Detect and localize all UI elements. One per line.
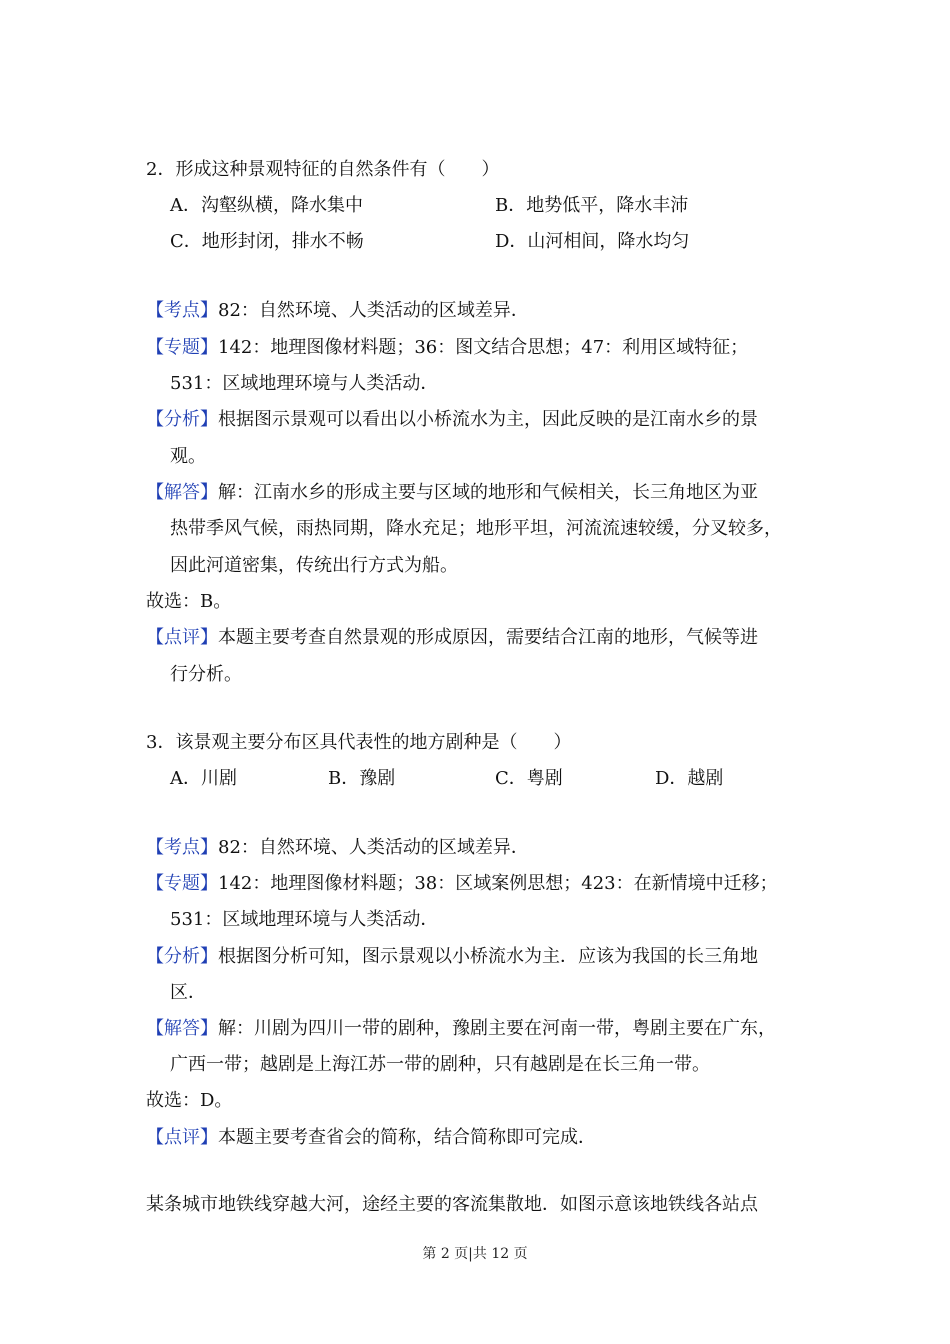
zhuanti-tag: 【专题】 — [146, 337, 218, 358]
q2-jieda-cont-1: 热带季风气候，雨热同期，降水充足；地形平坦，河流流速较缓，分叉较多， — [170, 518, 782, 539]
jieda-text: 解：川剧为四川一带的剧种，豫剧主要在河南一带，粤剧主要在广东， — [218, 1018, 776, 1039]
q3-option-a: A．川剧 — [170, 768, 237, 789]
q3-answer: 故选：D。 — [146, 1090, 233, 1111]
q2-jieda-cont-2: 因此河道密集，传统出行方式为船。 — [170, 555, 458, 576]
q2-option-c: C．地形封闭，排水不畅 — [170, 231, 364, 252]
q3-kaodian — [146, 837, 529, 859]
q3-option-b: B．豫剧 — [328, 768, 396, 789]
dianping-text: 本题主要考查省会的简称，结合简称即可完成． — [218, 1127, 596, 1148]
zhuanti-tag: 【专题】 — [146, 873, 218, 894]
q2-option-b: B．地势低平，降水丰沛 — [495, 195, 689, 216]
q2-zhuanti-cont: 531：区域地理环境与人类活动． — [170, 373, 439, 394]
q2-answer: 故选：B。 — [146, 591, 232, 612]
q3-zhuanti — [146, 873, 778, 895]
dianping-tag: 【点评】 — [146, 627, 218, 648]
kaodian-tag: 【考点】 — [146, 837, 218, 858]
q3-option-d: D．越剧 — [655, 768, 724, 789]
q2-dianping-cont: 行分析。 — [170, 664, 242, 685]
q3-jieda — [146, 1018, 776, 1040]
dianping-text: 本题主要考查自然景观的形成原因，需要结合江南的地形，气候等进 — [218, 627, 758, 648]
jieda-text: 解：江南水乡的形成主要与区域的地形和气候相关，长三角地区为亚 — [218, 482, 758, 503]
q3-fenxi-cont: 区． — [170, 982, 206, 1003]
q3-option-c: C．粤剧 — [495, 768, 563, 789]
kaodian-text: 82：自然环境、人类活动的区域差异． — [218, 837, 529, 858]
q2-fenxi-cont: 观。 — [170, 446, 206, 467]
q2-dianping — [146, 627, 758, 649]
fenxi-text: 根据图分析可知，图示景观以小桥流水为主．应该为我国的长三角地 — [218, 946, 758, 967]
q2-jieda — [146, 482, 758, 504]
q2-option-a: A．沟壑纵横，降水集中 — [170, 195, 363, 216]
fenxi-text: 根据图示景观可以看出以小桥流水为主，因此反映的是江南水乡的景 — [218, 409, 758, 430]
q3-jieda-cont: 广西一带；越剧是上海江苏一带的剧种，只有越剧是在长三角一带。 — [170, 1054, 710, 1075]
q2-kaodian — [146, 300, 529, 322]
next-material-intro: 某条城市地铁线穿越大河，途经主要的客流集散地．如图示意该地铁线各站点 — [146, 1194, 758, 1215]
question-3-stem: 3．该景观主要分布区具代表性的地方剧种是（ ） — [146, 732, 572, 753]
fenxi-tag: 【分析】 — [146, 409, 218, 430]
dianping-tag: 【点评】 — [146, 1127, 218, 1148]
zhuanti-text: 142：地理图像材料题；36：图文结合思想；47：利用区域特征； — [218, 337, 749, 358]
kaodian-tag: 【考点】 — [146, 300, 218, 321]
q2-zhuanti — [146, 337, 748, 359]
q3-fenxi — [146, 946, 758, 968]
zhuanti-text: 142：地理图像材料题；38：区域案例思想；423：在新情境中迁移； — [218, 873, 778, 894]
jieda-tag: 【解答】 — [146, 1018, 218, 1039]
kaodian-text: 82：自然环境、人类活动的区域差异． — [218, 300, 529, 321]
q3-zhuanti-cont: 531：区域地理环境与人类活动． — [170, 909, 439, 930]
q3-dianping — [146, 1127, 596, 1149]
jieda-tag: 【解答】 — [146, 482, 218, 503]
page-footer: 第 2 页|共 12 页 — [422, 1246, 528, 1262]
question-2-stem: 2．形成这种景观特征的自然条件有（ ） — [146, 159, 500, 180]
q2-fenxi — [146, 409, 758, 431]
q2-option-d: D．山河相间，降水均匀 — [495, 231, 690, 252]
fenxi-tag: 【分析】 — [146, 946, 218, 967]
